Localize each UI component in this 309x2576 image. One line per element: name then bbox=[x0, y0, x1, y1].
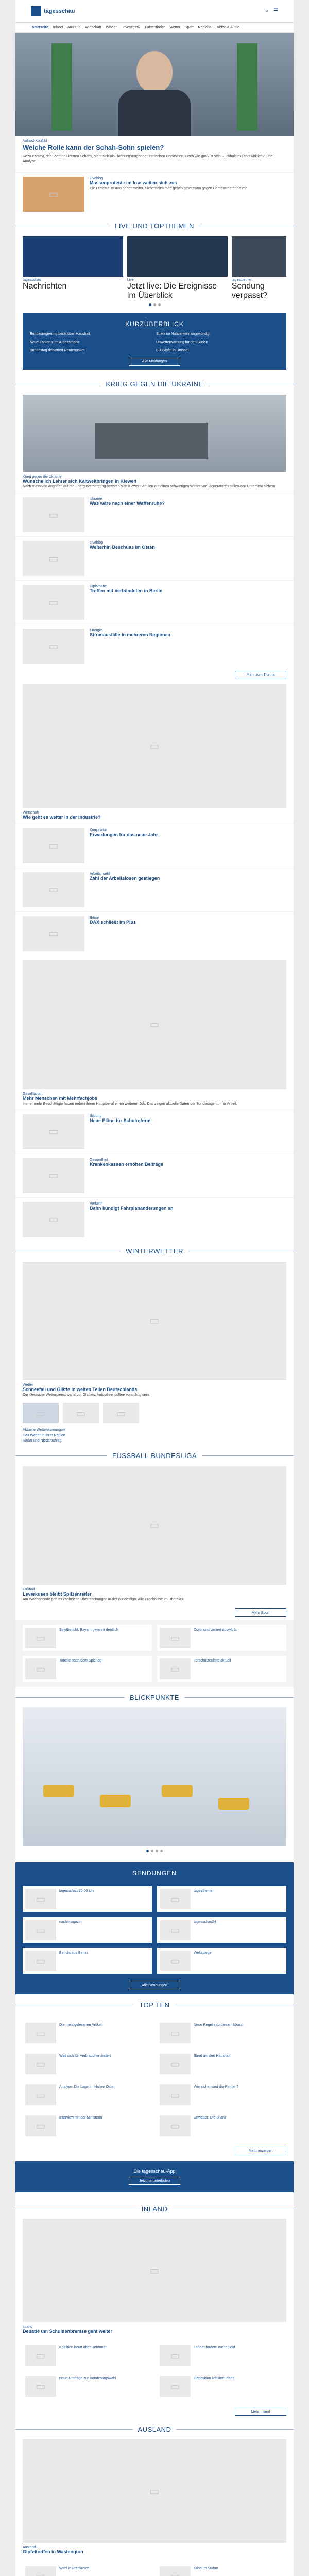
teaser-headline[interactable]: Stromausfälle in mehreren Regionen bbox=[90, 632, 171, 638]
hero-kicker: Nahost-Konflikt bbox=[23, 139, 47, 143]
sendung-card[interactable] bbox=[23, 1948, 152, 1974]
card-headline[interactable]: Weltspiegel bbox=[194, 1951, 213, 1955]
kurz-item[interactable]: Bundestag debattiert Rentenpaket bbox=[30, 348, 85, 352]
wetter-links bbox=[15, 1426, 294, 1445]
sendungen-title: SENDUNGEN bbox=[132, 1870, 177, 1877]
inland-headline[interactable]: Debatte um Schuldenbremse geht weiter bbox=[23, 2329, 113, 2334]
kurzueberblick-box bbox=[23, 313, 286, 370]
teaser-row[interactable] bbox=[15, 580, 294, 624]
nav-item[interactable]: Ausland bbox=[67, 26, 81, 29]
teaser-headline[interactable]: Massenproteste im Iran weiten sich aus bbox=[90, 180, 177, 185]
kurz-item[interactable]: EU-Gipfel in Brüssel bbox=[156, 348, 189, 352]
teaser-image[interactable] bbox=[23, 916, 84, 951]
wirtschaft-headline[interactable]: Wie geht es weiter in der Industrie? bbox=[23, 815, 101, 820]
sport-kicker: Fußball bbox=[23, 1587, 35, 1591]
section-title-ausland: AUSLAND bbox=[15, 2419, 294, 2439]
card-image[interactable] bbox=[25, 1628, 56, 1648]
wetter-lead: Der Deutsche Wetterdienst warnt vor Glatteis. Autofahrer sollten vorsichtig sein. bbox=[23, 1393, 150, 1397]
card-image[interactable] bbox=[160, 1889, 191, 1909]
sendung-card[interactable] bbox=[23, 1886, 152, 1912]
logo-mark[interactable] bbox=[31, 6, 41, 16]
topten-card[interactable] bbox=[23, 2082, 152, 2108]
card-image[interactable] bbox=[160, 1920, 191, 1940]
app-band bbox=[15, 2161, 294, 2192]
card-headline[interactable]: Was sich für Verbraucher ändert bbox=[59, 2054, 111, 2058]
teaser-row[interactable] bbox=[15, 1110, 294, 1154]
topten-more-button[interactable]: Mehr anzeigen bbox=[235, 2147, 286, 2155]
card-image[interactable] bbox=[160, 1628, 191, 1648]
ausland-card[interactable] bbox=[157, 2564, 286, 2576]
topten-card[interactable] bbox=[157, 2082, 286, 2108]
ukraine-more-button[interactable]: Mehr zum Thema bbox=[235, 671, 286, 679]
teaser-kicker: Ukraine bbox=[90, 497, 102, 501]
card-headline[interactable]: Die meistgelesenen Artikel bbox=[59, 2023, 102, 2027]
teaser-headline[interactable]: Weiterhin Beschuss im Osten bbox=[90, 545, 155, 550]
card-headline[interactable]: Neue Regeln ab diesem Monat bbox=[194, 2023, 244, 2027]
nav-item[interactable]: Investigativ bbox=[122, 26, 141, 29]
menu-icon[interactable]: ☰ bbox=[273, 8, 278, 14]
section-title-wetter: WINTERWETTER bbox=[15, 1241, 294, 1262]
blickpunkte-dots[interactable] bbox=[15, 1846, 294, 1855]
teaser-kicker: Diplomatie bbox=[90, 585, 107, 589]
wetter-link[interactable]: Das Wetter in Ihrer Region bbox=[23, 1433, 65, 1437]
hero-image[interactable] bbox=[15, 33, 294, 136]
sport-card[interactable] bbox=[157, 1625, 286, 1651]
card-headline[interactable]: Dortmund verliert auswärts bbox=[194, 1628, 237, 1632]
kurz-list bbox=[23, 332, 286, 353]
teaser-headline[interactable]: Zahl der Arbeitslosen gestiegen bbox=[90, 875, 160, 881]
teaser-row[interactable] bbox=[15, 1197, 294, 1241]
app-band-button[interactable]: Jetzt herunterladen bbox=[129, 2177, 180, 2185]
wetter-link[interactable]: Aktuelle Wetterwarnungen bbox=[23, 1428, 65, 1432]
sport-card[interactable] bbox=[23, 1625, 152, 1651]
card-headline[interactable]: Interview mit der Ministerin bbox=[59, 2116, 102, 2120]
kurz-item[interactable]: Streik im Nahverkehr angekündigt bbox=[156, 332, 211, 336]
live-item[interactable] bbox=[232, 236, 286, 300]
inland-card[interactable] bbox=[157, 2374, 286, 2399]
teaser-row[interactable] bbox=[15, 536, 294, 580]
teaser-row[interactable] bbox=[15, 911, 294, 955]
ausland-card[interactable] bbox=[23, 2564, 152, 2576]
teaser-image[interactable] bbox=[23, 1114, 84, 1149]
card-image[interactable] bbox=[160, 2345, 191, 2366]
sport-card[interactable] bbox=[23, 1656, 152, 1682]
teaser-image[interactable] bbox=[23, 1158, 84, 1193]
hero-lead: Reza Pahlavi, der Sohn des letzten Schahs, sieht sich als Hoffnungsträger der iranischen Opposition. Doch wie groß ist sein Rückhalt im Land wirklich? Eine Analyse. bbox=[23, 155, 273, 164]
card-headline[interactable]: Neue Umfrage zur Bundestagswahl bbox=[59, 2377, 116, 2381]
teaser-headline[interactable]: Bahn kündigt Fahrplanänderungen an bbox=[90, 1205, 174, 1211]
card-headline[interactable]: Wie sicher sind die Renten? bbox=[194, 2085, 239, 2089]
inland-kicker: Inland bbox=[23, 2325, 33, 2329]
ukraine-lead: Nach massiven Angriffen auf die Energieversorgung bereiten sich Kiewer Schulen auf einen schwierigen Winter vor. Generatoren sollen den Unterricht sichern. bbox=[23, 485, 277, 489]
sendung-card[interactable] bbox=[157, 1886, 286, 1912]
wetter-thumbs bbox=[15, 1401, 294, 1426]
card-image[interactable] bbox=[25, 2023, 56, 2043]
card-headline[interactable]: tagesschau 20:00 Uhr bbox=[59, 1889, 95, 1893]
inland-card[interactable] bbox=[23, 2343, 152, 2368]
feature-lead: Immer mehr Beschäftigte haben neben ihrem Hauptberuf einen weiteren Job. Das zeigen aktuelle Daten der Bundesagentur für Arbeit. bbox=[23, 1101, 237, 1106]
teaser-image[interactable] bbox=[23, 872, 84, 907]
wetter-link[interactable]: Radar und Niederschlag bbox=[23, 1438, 62, 1443]
teaser-kicker: Bildung bbox=[90, 1114, 102, 1118]
card-headline[interactable]: Länder fordern mehr Geld bbox=[194, 2346, 235, 2350]
card-image[interactable] bbox=[160, 2566, 191, 2576]
hero-teaser[interactable] bbox=[15, 33, 294, 172]
card-image[interactable] bbox=[160, 2023, 191, 2043]
section-title-topten: TOP TEN bbox=[15, 1994, 294, 2015]
live-kicker: tagesschau bbox=[23, 278, 41, 282]
kurz-item[interactable]: Unwetterwarnung für den Süden bbox=[156, 340, 208, 344]
inland-card[interactable] bbox=[157, 2343, 286, 2368]
site-header bbox=[15, 0, 294, 23]
live-thumb[interactable] bbox=[127, 236, 228, 277]
sendungen-more-button[interactable]: Alle Sendungen bbox=[129, 1981, 180, 1989]
card-image[interactable] bbox=[25, 2054, 56, 2074]
teaser-headline[interactable]: Was wäre nach einer Waffenruhe? bbox=[90, 501, 165, 506]
card-image[interactable] bbox=[160, 1951, 191, 1971]
nav-item[interactable]: Sport bbox=[184, 26, 194, 29]
teaser-row[interactable] bbox=[15, 493, 294, 536]
topten-card[interactable] bbox=[23, 2020, 152, 2046]
teaser-headline[interactable]: DAX schließt im Plus bbox=[90, 919, 136, 925]
card-headline[interactable]: Spielbericht: Bayern gewinnt deutlich bbox=[59, 1628, 118, 1632]
wirtschaft-kicker: Wirtschaft bbox=[23, 811, 39, 815]
card-image[interactable] bbox=[160, 2084, 191, 2105]
wetter-kicker: Wetter bbox=[23, 1383, 33, 1387]
card-image[interactable] bbox=[160, 2054, 191, 2074]
live-kicker: Live bbox=[127, 278, 134, 282]
teaser-lead: Die Proteste im Iran gehen weiter. Sicherheitskräfte gehen gewaltsam gegen Demonstrierende vor. bbox=[90, 186, 248, 190]
teaser-row[interactable] bbox=[15, 172, 294, 216]
teaser-row[interactable] bbox=[15, 1154, 294, 1197]
ukraine-kicker: Krieg gegen die Ukraine bbox=[23, 474, 62, 479]
sendungen-band bbox=[15, 1862, 294, 1994]
card-headline[interactable]: Wahl in Frankreich bbox=[59, 2566, 90, 2570]
card-image[interactable] bbox=[25, 2115, 56, 2136]
live-label[interactable]: Jetzt live: Die Ereignisse im Überblick bbox=[127, 281, 217, 300]
teaser-kicker: Arbeitsmarkt bbox=[90, 872, 110, 876]
sport-more-button[interactable]: Mehr Sport bbox=[235, 1608, 286, 1617]
hero-headline[interactable]: Welche Rolle kann der Schah-Sohn spielen? bbox=[23, 144, 164, 151]
live-label[interactable]: Nachrichten bbox=[23, 281, 67, 291]
teaser-row[interactable] bbox=[15, 868, 294, 911]
sport-headline[interactable]: Leverkusen bleibt Spitzenreiter bbox=[23, 1591, 92, 1597]
blickpunkte-image[interactable] bbox=[23, 1707, 286, 1846]
card-image[interactable] bbox=[25, 1920, 56, 1940]
teaser-kicker: Verkehr bbox=[90, 1201, 102, 1206]
sport-grid bbox=[15, 1620, 294, 1687]
card-headline[interactable]: tagesschau24 bbox=[194, 1920, 216, 1924]
card-image[interactable] bbox=[25, 1889, 56, 1909]
ausland-kicker: Ausland bbox=[23, 2546, 36, 2550]
teaser-image[interactable] bbox=[23, 1202, 84, 1237]
inland-more-button[interactable]: Mehr Inland bbox=[235, 2408, 286, 2416]
live-carousel bbox=[15, 236, 294, 300]
kurz-item[interactable]: Neue Zahlen zum Arbeitsmarkt bbox=[30, 340, 80, 344]
card-image[interactable] bbox=[25, 2566, 56, 2576]
nav-item[interactable]: Video & Audio bbox=[217, 26, 240, 29]
teaser-kicker: Liveblog bbox=[90, 176, 104, 180]
sendung-card[interactable] bbox=[23, 1917, 152, 1943]
sendung-card[interactable] bbox=[157, 1917, 286, 1943]
card-headline[interactable]: Tabelle nach dem Spieltag bbox=[59, 1659, 102, 1663]
nav-item[interactable]: Wirtschaft bbox=[85, 26, 101, 29]
card-headline[interactable]: nachtmagazin bbox=[59, 1920, 82, 1924]
ausland-grid bbox=[15, 2558, 294, 2576]
app-band-text: Die tagesschau-App bbox=[133, 2168, 176, 2174]
sport-card[interactable] bbox=[157, 1656, 286, 1682]
ausland-image[interactable] bbox=[23, 2439, 286, 2543]
topten-card[interactable] bbox=[23, 2051, 152, 2077]
live-item[interactable] bbox=[127, 236, 228, 300]
kurz-item[interactable]: Bundesregierung berät über Haushalt bbox=[30, 332, 90, 336]
card-headline[interactable]: Streit um den Haushalt bbox=[194, 2054, 231, 2058]
ausland-headline[interactable]: Gipfeltreffen in Washington bbox=[23, 2549, 83, 2555]
wetter-headline[interactable]: Schneefall und Glätte in weiten Teilen Deutschlands bbox=[23, 1386, 138, 1392]
sport-lead: Am Wochenende gab es zahlreiche Überraschungen in der Bundesliga. Alle Ergebnisse im Überblick. bbox=[23, 1598, 185, 1602]
card-image[interactable] bbox=[25, 2345, 56, 2366]
feature-image[interactable] bbox=[23, 960, 286, 1089]
topten-card[interactable] bbox=[157, 2113, 286, 2139]
card-headline[interactable]: Unwetter: Die Bilanz bbox=[194, 2116, 227, 2120]
carousel-dots[interactable] bbox=[15, 300, 294, 309]
nav-item[interactable]: Startseite bbox=[32, 26, 48, 29]
section-title-sport: FUSSBALL-BUNDESLIGA bbox=[15, 1446, 294, 1466]
nav-item[interactable]: Regional bbox=[198, 26, 213, 29]
live-kicker: tagesthemen bbox=[231, 278, 253, 282]
live-item[interactable] bbox=[23, 236, 123, 300]
card-headline[interactable]: tagesthemen bbox=[194, 1889, 215, 1893]
teaser-image[interactable] bbox=[23, 585, 84, 620]
teaser-image[interactable] bbox=[23, 629, 84, 664]
teaser-kicker: Gesundheit bbox=[90, 1158, 108, 1162]
feature-headline[interactable]: Mehr Menschen mit Mehrfachjobs bbox=[23, 1095, 98, 1101]
inland-card[interactable] bbox=[23, 2374, 152, 2399]
teaser-headline[interactable]: Treffen mit Verbündeten in Berlin bbox=[90, 588, 163, 594]
ukraine-headline[interactable]: Wünsche ich Lehrer sich Kaltweitbringen in Kiewen bbox=[23, 478, 137, 484]
topten-card[interactable] bbox=[23, 2113, 152, 2139]
live-thumb[interactable] bbox=[232, 236, 286, 277]
teaser-headline[interactable]: Neue Pläne für Schulreform bbox=[90, 1117, 151, 1123]
live-thumb[interactable] bbox=[23, 236, 123, 277]
wetter-image[interactable] bbox=[23, 1262, 286, 1380]
section-title-inland: INLAND bbox=[15, 2198, 294, 2219]
card-headline[interactable]: Koalition berät über Reformen bbox=[59, 2346, 108, 2350]
header-icons bbox=[265, 8, 278, 14]
card-image[interactable] bbox=[25, 2376, 56, 2397]
wetter-thumb[interactable] bbox=[23, 1403, 59, 1423]
card-headline[interactable]: Analyse: Die Lage im Nahen Osten bbox=[59, 2085, 116, 2089]
inland-grid bbox=[15, 2337, 294, 2404]
inland-image[interactable] bbox=[23, 2219, 286, 2322]
teaser-headline[interactable]: Krankenkassen erhöhen Beiträge bbox=[90, 1161, 164, 1167]
nav-item[interactable]: Wetter bbox=[169, 26, 180, 29]
teaser-kicker: Börse bbox=[90, 916, 99, 920]
card-image[interactable] bbox=[160, 2115, 191, 2136]
teaser-image[interactable] bbox=[23, 497, 84, 532]
search-icon[interactable]: ⌕ bbox=[265, 8, 269, 14]
card-image[interactable] bbox=[160, 2376, 191, 2397]
card-headline[interactable]: Torschützenliste aktuell bbox=[194, 1659, 231, 1663]
section-title-ukraine: KRIEG GEGEN DIE UKRAINE bbox=[15, 374, 294, 395]
teaser-kicker: Liveblog bbox=[90, 541, 104, 545]
teaser-image[interactable] bbox=[23, 828, 84, 863]
kurz-more-button[interactable]: Alle Meldungen bbox=[129, 358, 180, 366]
topten-grid bbox=[15, 2015, 294, 2144]
section-title-live: LIVE UND TOPTHEMEN bbox=[15, 216, 294, 236]
content-column bbox=[15, 0, 294, 2576]
card-image[interactable] bbox=[25, 2084, 56, 2105]
wirtschaft-image[interactable] bbox=[23, 684, 286, 808]
nav-item[interactable]: Faktenfinder bbox=[145, 26, 165, 29]
kurz-title: KURZÜBERBLICK bbox=[125, 320, 184, 328]
topten-card[interactable] bbox=[157, 2020, 286, 2046]
card-headline[interactable]: Krise im Sudan bbox=[194, 2566, 218, 2570]
main-nav bbox=[15, 23, 294, 33]
live-label[interactable]: Sendung verpasst? bbox=[231, 281, 268, 300]
teaser-image[interactable] bbox=[23, 177, 84, 212]
nav-item[interactable]: Wissen bbox=[106, 26, 118, 29]
teaser-kicker: Energie bbox=[90, 629, 102, 633]
teaser-image[interactable] bbox=[23, 541, 84, 576]
nav-item[interactable]: Inland bbox=[53, 26, 63, 29]
wetter-thumb[interactable] bbox=[103, 1403, 139, 1423]
card-image[interactable] bbox=[25, 1951, 56, 1971]
feature-kicker: Gesellschaft bbox=[23, 1092, 43, 1096]
sendungen-grid bbox=[15, 1881, 294, 1979]
sendung-card[interactable] bbox=[157, 1948, 286, 1974]
wetter-thumb[interactable] bbox=[63, 1403, 99, 1423]
card-headline[interactable]: Opposition kritisiert Pläne bbox=[194, 2377, 235, 2381]
teaser-row[interactable] bbox=[15, 824, 294, 868]
card-headline[interactable]: Bericht aus Berlin bbox=[59, 1951, 88, 1955]
section-title-blickpunkte: BLICKPUNKTE bbox=[15, 1687, 294, 1707]
teaser-headline[interactable]: Erwartungen für das neue Jahr bbox=[90, 832, 158, 837]
card-image[interactable] bbox=[25, 1658, 56, 1679]
teaser-row[interactable] bbox=[15, 624, 294, 668]
topten-card[interactable] bbox=[157, 2051, 286, 2077]
logo-text[interactable]: tagesschau bbox=[44, 8, 75, 14]
ukraine-image[interactable] bbox=[23, 395, 286, 472]
sport-image[interactable] bbox=[23, 1466, 286, 1585]
teaser-kicker: Konjunktur bbox=[90, 828, 107, 832]
card-image[interactable] bbox=[160, 1658, 191, 1679]
